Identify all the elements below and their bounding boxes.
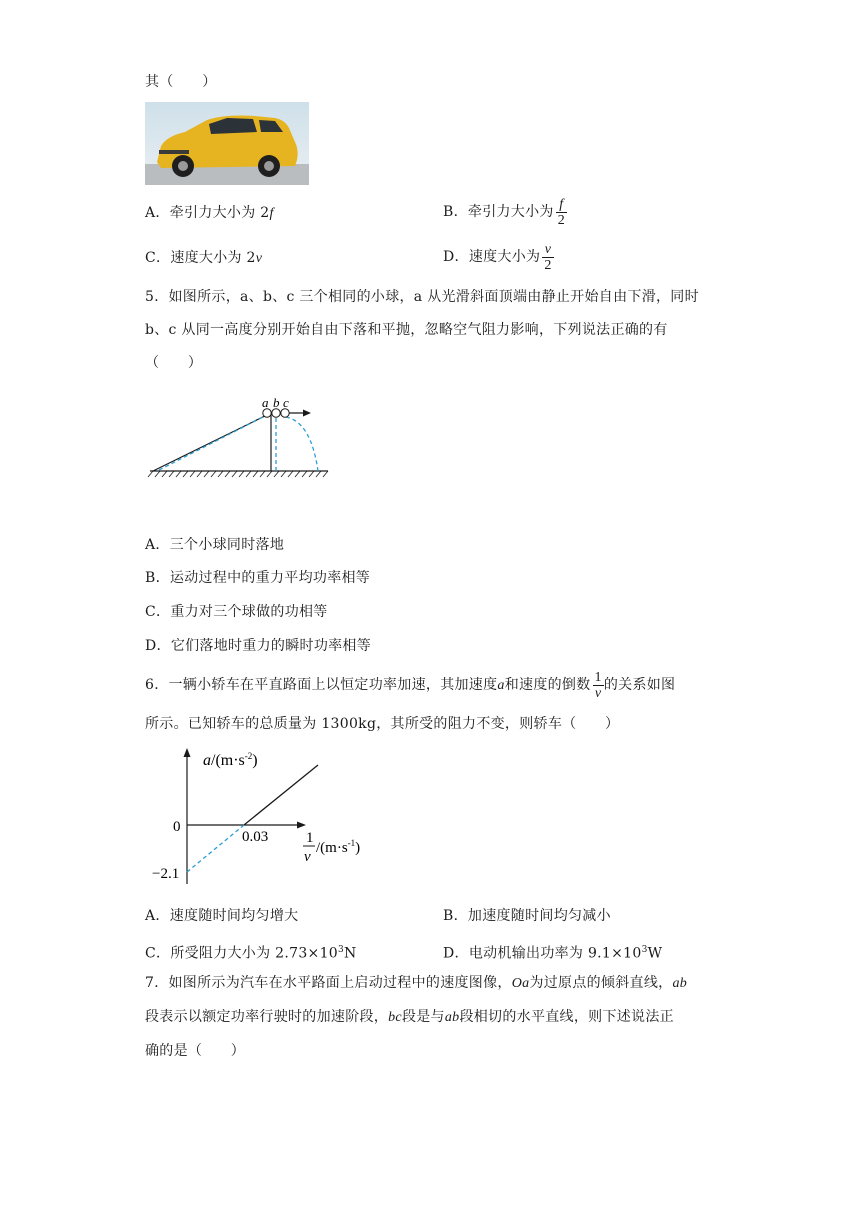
q4-tail: 其（ ） [145,74,217,90]
y-intercept-label: −2.1 [152,866,180,882]
q5-option-a[interactable]: A．三个小球同时落地 [145,537,285,553]
q6-option-a[interactable]: A．速度随时间均匀增大 [145,908,299,924]
x-axis-arrow [297,822,306,829]
q5-line-3: （ ） [145,355,203,371]
q6-line-2: 所示。已知轿车的总质量为 1300kg，其所受的阻力不变，则轿车（ ） [145,716,620,732]
label-a: a [262,395,269,410]
q4-option-a[interactable]: A．牵引力大小为 2f [145,205,274,221]
arrow-head [303,410,311,417]
graph-extension [187,825,244,872]
path-a [159,416,265,470]
y-axis-label: $a/(m\cdot s^{-2})$ [203,751,258,769]
q5-option-c[interactable]: C．重力对三个球做的功相等 [145,604,328,620]
y-axis-arrow [184,748,191,757]
incline-figure [145,392,335,484]
q5-line-1: 5．如图所示，a、b、c 三个相同的小球，a 从光滑斜面顶端由静止开始自由下滑，同时 [145,289,699,305]
x-axis-frac-den: v [304,849,311,865]
q6-option-d[interactable]: D．电动机输出功率为 $9.1\times 10^3W$ [443,945,663,962]
q7-line-2: 段表示以额定功率行驶时的加速阶段，bc段是与ab段相切的水平直线，则下述说法正 [145,1009,674,1025]
x-axis-unit: $/(m\cdot s^{-1})$ [316,838,361,856]
path-c [286,417,318,471]
label-b: b [273,395,280,410]
graph-line [244,765,318,825]
ground-hatching [148,471,328,477]
q7-line-3: 确的是（ ） [145,1043,246,1059]
ball-c [281,409,289,417]
label-c: c [283,395,289,410]
origin-label: 0 [173,819,181,835]
q6-line-1: 6．一辆小轿车在平直路面上以恒定功率加速，其加速度a和速度的倒数 $\frac{1}{v}$ 的关系如图 [145,669,676,701]
ball-b [272,409,280,417]
q4-option-b[interactable]: B．牵引力大小为 $\frac{f}{2}$ [443,196,566,228]
fraction: $\frac{f}{2}$ [557,196,566,228]
x-intercept-label: 0.03 [242,829,269,845]
q4-option-c[interactable]: C．速度大小为 2v [145,250,263,266]
q5-option-d[interactable]: D．它们落地时重力的瞬时功率相等 [145,638,372,654]
q6-option-b[interactable]: B．加速度随时间均匀减小 [443,908,611,924]
q4-option-d[interactable]: D．速度大小为 $\frac{v}{2}$ [443,241,552,273]
car-photo [145,102,309,185]
fraction: $\frac{1}{v}$ [594,669,602,701]
ball-a [263,409,271,417]
acceleration-graph [152,744,380,886]
q6-option-c[interactable]: C．所受阻力大小为 $2.73\times 10^3N$ [145,945,357,962]
q5-line-2: b、c 从同一高度分别开始自由下落和平抛，忽略空气阻力影响，下列说法正确的有 [145,322,668,338]
q7-line-1: 7．如图所示为汽车在水平路面上启动过程中的速度图像，Oa为过原点的倾斜直线，ab [145,975,688,991]
fraction: $\frac{v}{2}$ [544,241,552,273]
x-axis-frac-num: 1 [306,830,314,846]
q5-option-b[interactable]: B．运动过程中的重力平均功率相等 [145,570,371,586]
